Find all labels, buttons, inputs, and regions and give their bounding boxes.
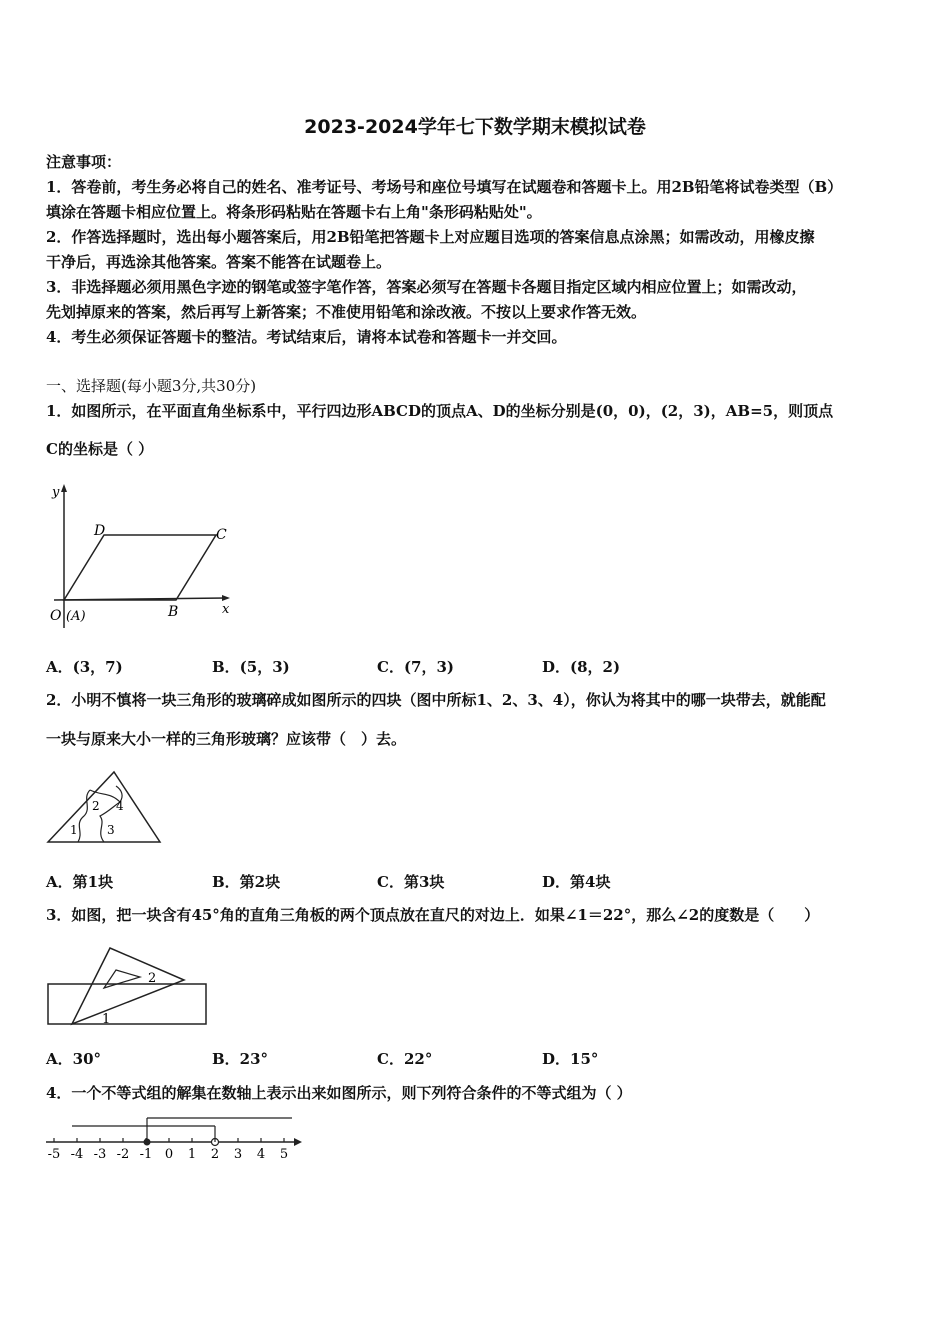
number-line-tick-label: -2 xyxy=(116,1147,130,1162)
q3-option-a[interactable]: A．30° xyxy=(46,1050,102,1068)
question-1-figure xyxy=(44,480,244,630)
notice-line: 2．作答选择题时，选出每小题答案后，用2B铅笔把答题卡上对应题目选项的答案信息点涂黑；如需改动，用橡皮擦 xyxy=(46,228,815,246)
question-1-text: 1．如图所示，在平面直角坐标系中，平行四边形ABCD的顶点A、D的坐标分别是(0，0)，(2，3)，AB=5，则顶点 xyxy=(46,402,834,420)
angle-1-label: 1 xyxy=(102,1012,111,1027)
number-line-tick-label: 1 xyxy=(187,1147,197,1162)
notice-line: 填涂在答题卡相应位置上。将条形码粘贴在答题卡右上角"条形码粘贴处"。 xyxy=(46,203,542,221)
notice-line: 干净后，再选涂其他答案。答案不能答在试题卷上。 xyxy=(46,253,392,271)
notice-line: 先划掉原来的答案，然后再写上新答案；不准使用铅笔和涂改液。不按以上要求作答无效。 xyxy=(46,303,647,321)
piece-1-label: 1 xyxy=(70,823,78,837)
q2-option-c[interactable]: C．第3块 xyxy=(377,873,445,891)
vertex-b-label: B xyxy=(168,604,179,620)
question-2-text: 2．小明不慎将一块三角形的玻璃碎成如图所示的四块（图中所标1、2、3、4），你认为将其中的哪一块带去，就能配 xyxy=(46,691,826,709)
angle-2-label: 2 xyxy=(148,971,157,986)
number-line-tick-label: 3 xyxy=(233,1147,243,1162)
question-4-text: 4．一个不等式组的解集在数轴上表示出来如图所示，则下列符合条件的不等式组为（ ） xyxy=(46,1084,632,1102)
notice-line: 4．考生必须保证答题卡的整洁。考试结束后，请将本试卷和答题卡一并交回。 xyxy=(46,328,567,346)
number-line-tick-label: -3 xyxy=(93,1147,107,1162)
vertex-a-label: (A) xyxy=(66,609,86,624)
number-line-tick-label: -5 xyxy=(47,1147,61,1162)
question-2-figure xyxy=(44,768,164,846)
q1-option-a[interactable]: A．(3，7) xyxy=(46,658,123,676)
q2-option-b[interactable]: B．第2块 xyxy=(212,873,281,891)
origin-label: O xyxy=(50,608,62,624)
number-line-tick-label: -1 xyxy=(139,1147,153,1162)
q3-option-b[interactable]: B．23° xyxy=(212,1050,269,1068)
q2-option-d[interactable]: D．第4块 xyxy=(542,873,611,891)
y-axis-label: y xyxy=(52,485,60,500)
q1-option-b[interactable]: B．(5，3) xyxy=(212,658,290,676)
section-heading: 一、选择题(每小题3分,共30分) xyxy=(46,377,257,395)
notice-line: 1．答卷前，考生务必将自己的姓名、准考证号、考场号和座位号填写在试题卷和答题卡上。用2B铅笔将试卷类型（B） xyxy=(46,178,843,196)
vertex-d-label: D xyxy=(94,523,106,539)
q3-option-d[interactable]: D．15° xyxy=(542,1050,599,1068)
q1-option-d[interactable]: D．(8，2) xyxy=(542,658,621,676)
exam-title: 2023-2024学年七下数学期末模拟试卷 xyxy=(304,116,646,138)
question-3-figure xyxy=(44,944,214,1030)
notice-line: 3．非选择题必须用黑色字迹的钢笔或签字笔作答，答案必须写在答题卡各题目指定区域内相应位置上；如需改动， xyxy=(46,278,807,296)
number-line-tick-label: 2 xyxy=(210,1147,220,1162)
number-line-tick-label: 0 xyxy=(164,1147,174,1162)
q2-option-a[interactable]: A．第1块 xyxy=(46,873,114,891)
vertex-c-label: C xyxy=(216,527,227,543)
question-1-text: C的坐标是（ ） xyxy=(46,440,154,458)
number-line-tick-label: -4 xyxy=(70,1147,84,1162)
notice-heading: 注意事项： xyxy=(46,153,122,171)
question-2-text: 一块与原来大小一样的三角形玻璃？应该带（ ）去。 xyxy=(46,730,407,748)
piece-4-label: 4 xyxy=(116,799,124,813)
number-line-tick-label: 4 xyxy=(256,1147,266,1162)
piece-3-label: 3 xyxy=(107,823,115,837)
q1-option-c[interactable]: C．(7，3) xyxy=(377,658,455,676)
question-3-text: 3．如图，把一块含有45°角的直角三角板的两个顶点放在直尺的对边上．如果∠1＝22°，那么∠2的度数是（ ） xyxy=(46,906,820,924)
number-line-tick-label: 5 xyxy=(279,1147,289,1162)
x-axis-label: x xyxy=(222,602,230,617)
piece-2-label: 2 xyxy=(92,799,100,813)
number-line-figure xyxy=(40,1108,310,1164)
q3-option-c[interactable]: C．22° xyxy=(377,1050,433,1068)
